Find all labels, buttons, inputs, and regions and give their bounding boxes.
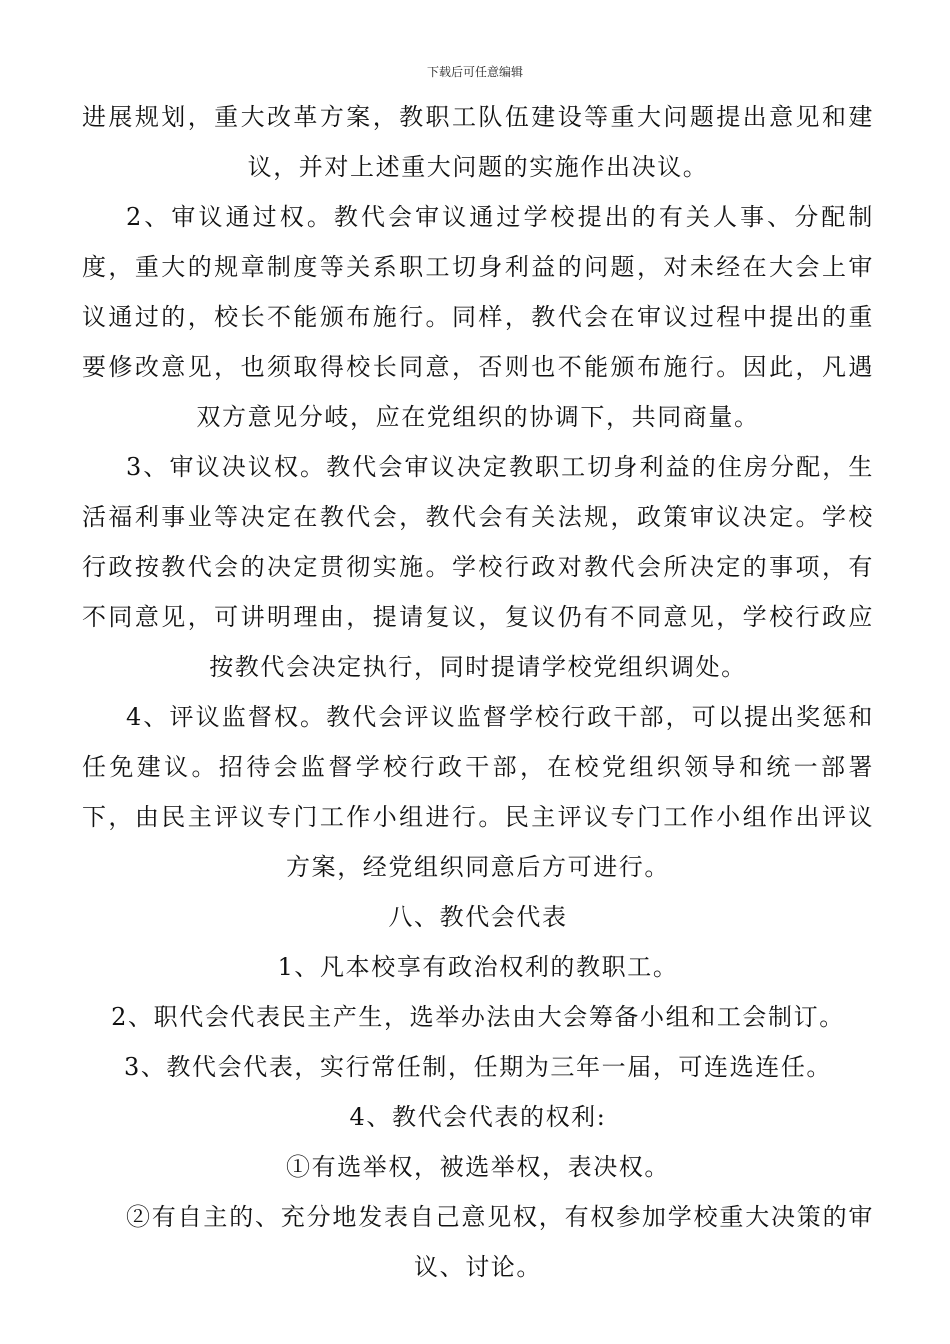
list-item-right-vote: ①有选举权，被选举权，表决权。 bbox=[286, 1153, 670, 1181]
page-header-note: 下载后可任意编辑 bbox=[426, 65, 523, 79]
paragraph-continued: 进展规划，重大改革方案，教职工队伍建设等重大问题提出意见和建议，并对上述重大问题的实施作出决议。 bbox=[82, 103, 874, 181]
list-item-election: 2、职代会代表民主产生，选举办法由大会筹备小组和工会制订。 bbox=[111, 1003, 845, 1031]
list-item-right-expression: ②有自主的、充分地发表自己意见权，有权参加学校重大决策的审议、讨论。 bbox=[126, 1203, 874, 1281]
paragraph-review-approval-right: 2、审议通过权。教代会审议通过学校提出的有关人事、分配制度，重大的规章制度等关系职工切身利益的问题，对未经在大会上审议通过的，校长不能颁布施行。同样，教代会在审议过程中提出的重要修改意见，也须取得校长同意，否则也不能颁布施行。因此，凡遇双方意见分岐，应在党组织的协调下，共同商量。 bbox=[82, 203, 874, 431]
paragraph-review-decision-right: 3、审议决议权。教代会审议决定教职工切身利益的住房分配，生活福利事业等决定在教代会，教代会有关法规，政策审议决定。学校行政按教代会的决定贯彻实施。学校行政对教代会所决定的事项，有不同意见，可讲明理由，提请复议，复议仍有不同意见，学校行政应按教代会决定执行，同时提请学校党组织调处。 bbox=[82, 453, 874, 681]
section-heading-representatives: 八、教代会代表 bbox=[388, 903, 568, 931]
list-item-eligibility: 1、凡本校享有政治权利的教职工。 bbox=[277, 953, 679, 981]
paragraph-evaluation-supervision-right: 4、评议监督权。教代会评议监督学校行政干部，可以提出奖惩和任免建议。招待会监督学校行政干部，在校党组织领导和统一部署下，由民主评议专门工作小组进行。民主评议专门工作小组作出评议方案，经党组织同意后方可进行。 bbox=[82, 703, 874, 881]
list-item-rights-heading: 4、教代会代表的权利: bbox=[349, 1103, 607, 1131]
document-body bbox=[82, 92, 874, 1292]
list-item-term: 3、教代会代表，实行常任制，任期为三年一届，可连选连任。 bbox=[123, 1053, 833, 1081]
